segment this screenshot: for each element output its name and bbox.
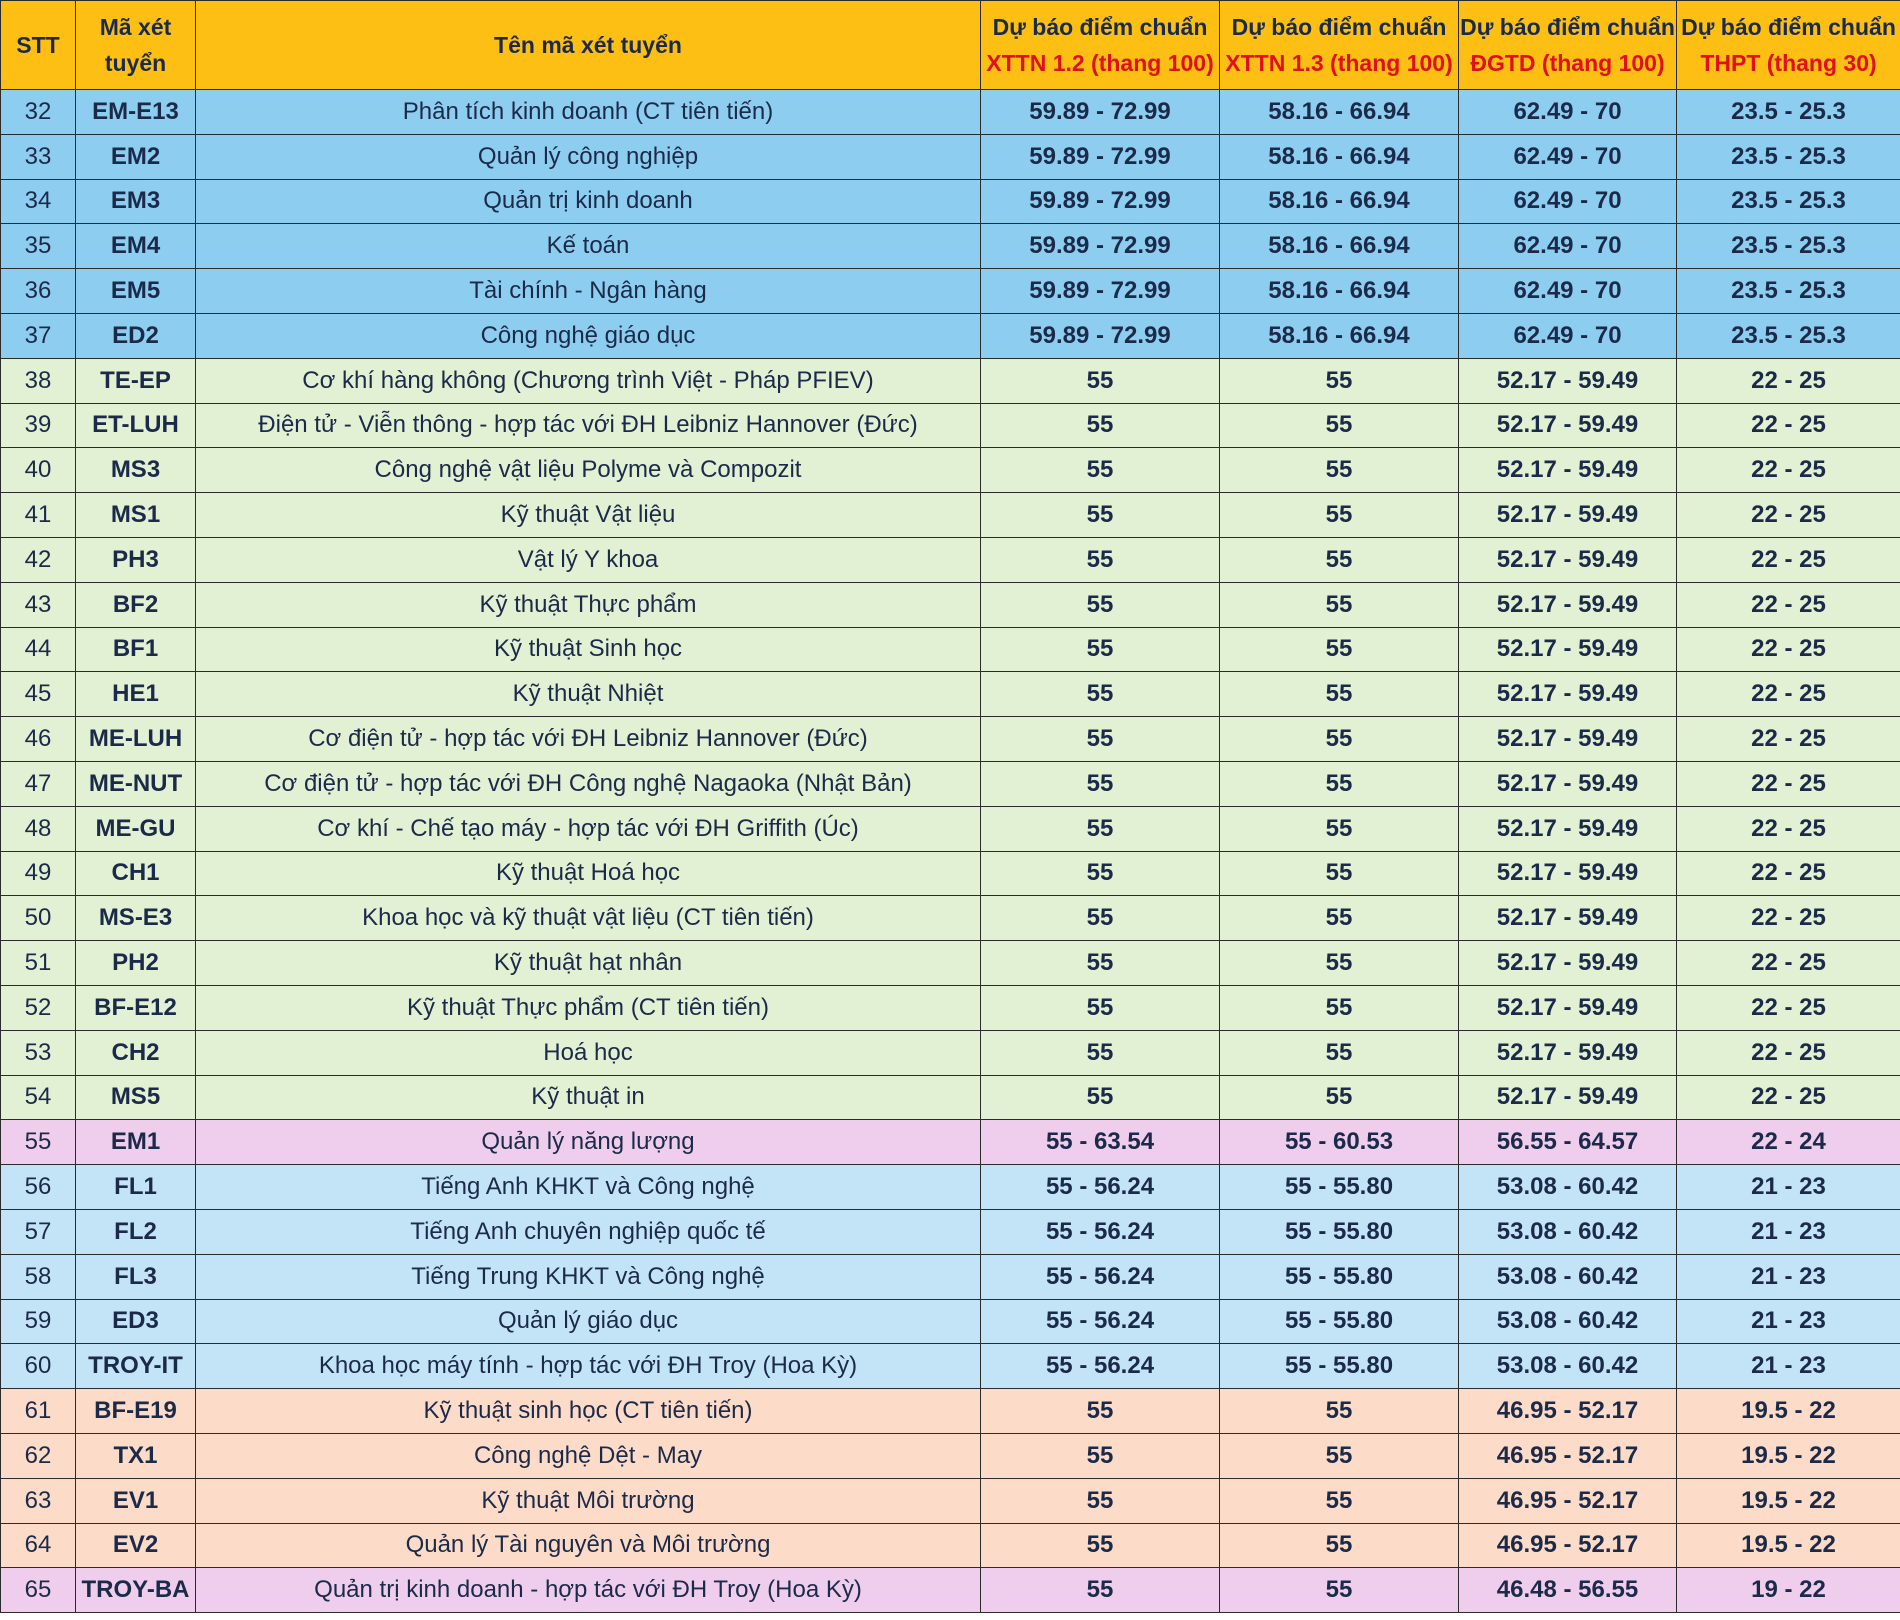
row-score-dgtd: 52.17 - 59.49	[1459, 582, 1677, 627]
row-score-dgtd: 53.08 - 60.42	[1459, 1209, 1677, 1254]
row-score-xttn12: 55	[981, 537, 1220, 582]
row-stt: 63	[1, 1478, 76, 1523]
row-score-xttn12: 55	[981, 717, 1220, 762]
row-name: Vật lý Y khoa	[196, 537, 981, 582]
row-code: FL1	[76, 1165, 196, 1210]
row-score-xttn13: 58.16 - 66.94	[1220, 269, 1459, 314]
row-score-thpt: 22 - 25	[1677, 493, 1900, 538]
row-score-xttn12: 55	[981, 941, 1220, 986]
row-name: Kỹ thuật Vật liệu	[196, 493, 981, 538]
row-score-xttn13: 55 - 55.80	[1220, 1299, 1459, 1344]
row-name: Cơ khí hàng không (Chương trình Việt - Pháp PFIEV)	[196, 358, 981, 403]
row-code: BF2	[76, 582, 196, 627]
row-code: HE1	[76, 672, 196, 717]
row-score-dgtd: 52.17 - 59.49	[1459, 985, 1677, 1030]
row-score-thpt: 22 - 25	[1677, 403, 1900, 448]
row-code: CH1	[76, 851, 196, 896]
row-score-thpt: 22 - 25	[1677, 985, 1900, 1030]
header-score-dgtd: Dự báo điểm chuẩn ĐGTD (thang 100)	[1459, 1, 1677, 90]
row-name: Phân tích kinh doanh (CT tiên tiến)	[196, 90, 981, 135]
row-name: Khoa học và kỹ thuật vật liệu (CT tiên tiến)	[196, 896, 981, 941]
row-score-dgtd: 52.17 - 59.49	[1459, 717, 1677, 762]
row-stt: 62	[1, 1433, 76, 1478]
row-score-thpt: 21 - 23	[1677, 1254, 1900, 1299]
row-name: Kỹ thuật Môi trường	[196, 1478, 981, 1523]
row-stt: 53	[1, 1030, 76, 1075]
row-score-thpt: 22 - 25	[1677, 537, 1900, 582]
row-score-dgtd: 62.49 - 70	[1459, 90, 1677, 135]
row-score-xttn12: 55	[981, 672, 1220, 717]
row-stt: 64	[1, 1523, 76, 1568]
row-name: Công nghệ Dệt - May	[196, 1433, 981, 1478]
header-stt: STT	[1, 1, 76, 90]
row-name: Quản lý công nghiệp	[196, 134, 981, 179]
row-score-dgtd: 46.95 - 52.17	[1459, 1478, 1677, 1523]
row-stt: 35	[1, 224, 76, 269]
row-code: PH3	[76, 537, 196, 582]
row-score-xttn13: 55	[1220, 941, 1459, 986]
row-score-thpt: 23.5 - 25.3	[1677, 313, 1900, 358]
row-score-xttn12: 59.89 - 72.99	[981, 134, 1220, 179]
row-score-thpt: 23.5 - 25.3	[1677, 224, 1900, 269]
row-code: ED2	[76, 313, 196, 358]
table-row	[1, 806, 1900, 851]
table-row	[1, 1120, 1900, 1165]
table-row	[1, 224, 1900, 269]
row-score-thpt: 22 - 25	[1677, 358, 1900, 403]
row-code: PH2	[76, 941, 196, 986]
row-stt: 56	[1, 1165, 76, 1210]
row-score-dgtd: 62.49 - 70	[1459, 269, 1677, 314]
row-score-xttn12: 55	[981, 1433, 1220, 1478]
row-score-xttn13: 55	[1220, 358, 1459, 403]
row-code: EM1	[76, 1120, 196, 1165]
row-code: CH2	[76, 1030, 196, 1075]
row-score-dgtd: 52.17 - 59.49	[1459, 1075, 1677, 1120]
row-name: Quản lý giáo dục	[196, 1299, 981, 1344]
row-score-dgtd: 52.17 - 59.49	[1459, 851, 1677, 896]
table-row	[1, 627, 1900, 672]
row-code: EM2	[76, 134, 196, 179]
row-score-xttn12: 55	[981, 448, 1220, 493]
table-row	[1, 358, 1900, 403]
row-stt: 46	[1, 717, 76, 762]
row-code: ED3	[76, 1299, 196, 1344]
row-score-dgtd: 62.49 - 70	[1459, 179, 1677, 224]
row-code: BF1	[76, 627, 196, 672]
row-stt: 65	[1, 1568, 76, 1613]
row-score-xttn13: 55	[1220, 1389, 1459, 1434]
row-score-thpt: 19.5 - 22	[1677, 1389, 1900, 1434]
row-score-thpt: 22 - 24	[1677, 1120, 1900, 1165]
header-row	[1, 1, 1900, 90]
row-score-xttn12: 59.89 - 72.99	[981, 224, 1220, 269]
row-code: EV1	[76, 1478, 196, 1523]
row-score-dgtd: 52.17 - 59.49	[1459, 806, 1677, 851]
row-stt: 54	[1, 1075, 76, 1120]
row-score-xttn13: 55	[1220, 851, 1459, 896]
row-score-thpt: 21 - 23	[1677, 1299, 1900, 1344]
row-score-thpt: 22 - 25	[1677, 896, 1900, 941]
row-score-thpt: 22 - 25	[1677, 672, 1900, 717]
row-score-thpt: 22 - 25	[1677, 761, 1900, 806]
row-score-dgtd: 46.95 - 52.17	[1459, 1523, 1677, 1568]
row-name: Cơ điện tử - hợp tác với ĐH Leibniz Hannover (Đức)	[196, 717, 981, 762]
table-row	[1, 403, 1900, 448]
row-score-dgtd: 53.08 - 60.42	[1459, 1299, 1677, 1344]
header-score-xttn12: Dự báo điểm chuẩn XTTN 1.2 (thang 100)	[981, 1, 1220, 90]
row-score-xttn12: 55	[981, 1568, 1220, 1613]
row-score-thpt: 23.5 - 25.3	[1677, 134, 1900, 179]
table-row	[1, 761, 1900, 806]
row-name: Quản trị kinh doanh - hợp tác với ĐH Troy (Hoa Kỳ)	[196, 1568, 981, 1613]
table-row	[1, 134, 1900, 179]
row-stt: 40	[1, 448, 76, 493]
row-stt: 58	[1, 1254, 76, 1299]
row-score-xttn12: 55	[981, 493, 1220, 538]
row-score-xttn13: 55	[1220, 1523, 1459, 1568]
row-score-dgtd: 52.17 - 59.49	[1459, 761, 1677, 806]
row-score-xttn13: 55	[1220, 448, 1459, 493]
row-score-xttn12: 59.89 - 72.99	[981, 90, 1220, 135]
row-score-xttn12: 55 - 56.24	[981, 1344, 1220, 1389]
row-score-xttn13: 55	[1220, 582, 1459, 627]
row-name: Tiếng Anh KHKT và Công nghệ	[196, 1165, 981, 1210]
row-stt: 42	[1, 537, 76, 582]
row-score-xttn12: 59.89 - 72.99	[981, 313, 1220, 358]
row-score-xttn12: 55	[981, 1030, 1220, 1075]
row-name: Kỹ thuật hạt nhân	[196, 941, 981, 986]
row-score-xttn13: 55 - 55.80	[1220, 1344, 1459, 1389]
row-stt: 61	[1, 1389, 76, 1434]
table-row	[1, 269, 1900, 314]
row-stt: 41	[1, 493, 76, 538]
row-stt: 57	[1, 1209, 76, 1254]
row-code: BF-E12	[76, 985, 196, 1030]
row-score-xttn13: 55	[1220, 717, 1459, 762]
row-score-thpt: 22 - 25	[1677, 717, 1900, 762]
row-score-xttn13: 58.16 - 66.94	[1220, 224, 1459, 269]
row-score-xttn13: 55	[1220, 985, 1459, 1030]
row-stt: 51	[1, 941, 76, 986]
row-score-thpt: 19.5 - 22	[1677, 1433, 1900, 1478]
row-score-dgtd: 62.49 - 70	[1459, 134, 1677, 179]
row-score-thpt: 23.5 - 25.3	[1677, 90, 1900, 135]
row-score-xttn13: 55	[1220, 537, 1459, 582]
row-score-xttn12: 59.89 - 72.99	[981, 179, 1220, 224]
row-score-xttn13: 55	[1220, 1568, 1459, 1613]
row-score-xttn13: 55 - 55.80	[1220, 1254, 1459, 1299]
row-score-xttn12: 55	[981, 627, 1220, 672]
table-row	[1, 985, 1900, 1030]
row-score-dgtd: 56.55 - 64.57	[1459, 1120, 1677, 1165]
row-code: EM4	[76, 224, 196, 269]
row-score-xttn12: 59.89 - 72.99	[981, 269, 1220, 314]
row-code: ME-LUH	[76, 717, 196, 762]
row-name: Kỹ thuật in	[196, 1075, 981, 1120]
table-row	[1, 1344, 1900, 1389]
row-score-xttn12: 55	[981, 851, 1220, 896]
row-score-dgtd: 46.95 - 52.17	[1459, 1389, 1677, 1434]
row-code: ME-GU	[76, 806, 196, 851]
table-row	[1, 896, 1900, 941]
row-score-thpt: 22 - 25	[1677, 806, 1900, 851]
table-row	[1, 1165, 1900, 1210]
row-score-thpt: 23.5 - 25.3	[1677, 179, 1900, 224]
row-score-xttn12: 55	[981, 403, 1220, 448]
row-score-xttn12: 55	[981, 761, 1220, 806]
row-name: Công nghệ vật liệu Polyme và Compozit	[196, 448, 981, 493]
row-score-thpt: 21 - 23	[1677, 1165, 1900, 1210]
row-score-xttn12: 55	[981, 1478, 1220, 1523]
row-score-thpt: 21 - 23	[1677, 1209, 1900, 1254]
table-body	[1, 90, 1900, 1613]
row-score-xttn13: 55 - 60.53	[1220, 1120, 1459, 1165]
row-code: EM5	[76, 269, 196, 314]
row-stt: 38	[1, 358, 76, 403]
row-stt: 33	[1, 134, 76, 179]
row-name: Kỹ thuật Hoá học	[196, 851, 981, 896]
row-score-xttn13: 58.16 - 66.94	[1220, 313, 1459, 358]
row-code: TROY-BA	[76, 1568, 196, 1613]
row-stt: 39	[1, 403, 76, 448]
header-name: Tên mã xét tuyển	[196, 1, 981, 90]
row-code: TE-EP	[76, 358, 196, 403]
table-row	[1, 672, 1900, 717]
table-row	[1, 313, 1900, 358]
row-code: EV2	[76, 1523, 196, 1568]
row-code: EM3	[76, 179, 196, 224]
row-stt: 48	[1, 806, 76, 851]
row-name: Kỹ thuật Thực phẩm	[196, 582, 981, 627]
row-score-xttn12: 55 - 56.24	[981, 1209, 1220, 1254]
header-code: Mã xét tuyển	[76, 1, 196, 90]
table-row	[1, 448, 1900, 493]
row-score-dgtd: 53.08 - 60.42	[1459, 1165, 1677, 1210]
row-stt: 44	[1, 627, 76, 672]
row-score-thpt: 22 - 25	[1677, 1030, 1900, 1075]
row-score-dgtd: 52.17 - 59.49	[1459, 493, 1677, 538]
row-score-xttn12: 55	[981, 582, 1220, 627]
row-score-dgtd: 52.17 - 59.49	[1459, 1030, 1677, 1075]
row-score-dgtd: 52.17 - 59.49	[1459, 403, 1677, 448]
row-name: Kỹ thuật Nhiệt	[196, 672, 981, 717]
row-name: Tài chính - Ngân hàng	[196, 269, 981, 314]
row-code: BF-E19	[76, 1389, 196, 1434]
row-score-dgtd: 46.95 - 52.17	[1459, 1433, 1677, 1478]
table-row	[1, 1478, 1900, 1523]
row-score-xttn13: 55	[1220, 896, 1459, 941]
table-row	[1, 1299, 1900, 1344]
row-code: FL3	[76, 1254, 196, 1299]
row-score-dgtd: 52.17 - 59.49	[1459, 941, 1677, 986]
row-score-xttn13: 55	[1220, 672, 1459, 717]
row-name: Kế toán	[196, 224, 981, 269]
row-name: Quản trị kinh doanh	[196, 179, 981, 224]
row-score-thpt: 22 - 25	[1677, 627, 1900, 672]
row-score-thpt: 21 - 23	[1677, 1344, 1900, 1389]
row-score-xttn12: 55	[981, 1389, 1220, 1434]
row-score-xttn13: 55	[1220, 1433, 1459, 1478]
row-code: EM-E13	[76, 90, 196, 135]
row-score-dgtd: 52.17 - 59.49	[1459, 537, 1677, 582]
table-row	[1, 717, 1900, 762]
row-name: Quản lý năng lượng	[196, 1120, 981, 1165]
table-row	[1, 1209, 1900, 1254]
row-score-thpt: 19.5 - 22	[1677, 1478, 1900, 1523]
row-score-xttn13: 58.16 - 66.94	[1220, 134, 1459, 179]
row-stt: 45	[1, 672, 76, 717]
table-row	[1, 1433, 1900, 1478]
row-name: Khoa học máy tính - hợp tác với ĐH Troy (Hoa Kỳ)	[196, 1344, 981, 1389]
row-score-dgtd: 46.48 - 56.55	[1459, 1568, 1677, 1613]
row-score-xttn12: 55 - 56.24	[981, 1299, 1220, 1344]
row-score-dgtd: 52.17 - 59.49	[1459, 627, 1677, 672]
row-score-xttn12: 55 - 56.24	[981, 1254, 1220, 1299]
table-header	[1, 1, 1900, 90]
table-row	[1, 941, 1900, 986]
table-row	[1, 537, 1900, 582]
row-code: TX1	[76, 1433, 196, 1478]
row-name: Kỹ thuật Sinh học	[196, 627, 981, 672]
row-score-xttn13: 55 - 55.80	[1220, 1165, 1459, 1210]
row-score-dgtd: 52.17 - 59.49	[1459, 672, 1677, 717]
row-name: Tiếng Anh chuyên nghiệp quốc tế	[196, 1209, 981, 1254]
row-score-xttn13: 55	[1220, 1478, 1459, 1523]
table-row	[1, 1254, 1900, 1299]
row-stt: 49	[1, 851, 76, 896]
row-score-xttn12: 55 - 56.24	[981, 1165, 1220, 1210]
table-row	[1, 493, 1900, 538]
table-row	[1, 90, 1900, 135]
row-code: FL2	[76, 1209, 196, 1254]
row-code: ME-NUT	[76, 761, 196, 806]
row-stt: 50	[1, 896, 76, 941]
row-stt: 60	[1, 1344, 76, 1389]
row-score-xttn13: 55	[1220, 761, 1459, 806]
table-row	[1, 851, 1900, 896]
row-score-xttn13: 58.16 - 66.94	[1220, 179, 1459, 224]
row-name: Công nghệ giáo dục	[196, 313, 981, 358]
row-name: Kỹ thuật Thực phẩm (CT tiên tiến)	[196, 985, 981, 1030]
row-stt: 36	[1, 269, 76, 314]
row-score-xttn12: 55	[981, 896, 1220, 941]
row-code: MS5	[76, 1075, 196, 1120]
row-code: MS-E3	[76, 896, 196, 941]
row-score-thpt: 22 - 25	[1677, 448, 1900, 493]
row-score-thpt: 22 - 25	[1677, 1075, 1900, 1120]
header-score-thpt: Dự báo điểm chuẩn THPT (thang 30)	[1677, 1, 1900, 90]
row-code: MS1	[76, 493, 196, 538]
row-score-thpt: 22 - 25	[1677, 941, 1900, 986]
row-score-xttn13: 55	[1220, 403, 1459, 448]
row-score-dgtd: 62.49 - 70	[1459, 313, 1677, 358]
row-score-dgtd: 53.08 - 60.42	[1459, 1254, 1677, 1299]
table-row	[1, 1030, 1900, 1075]
row-code: ET-LUH	[76, 403, 196, 448]
row-score-thpt: 22 - 25	[1677, 582, 1900, 627]
table-row	[1, 582, 1900, 627]
row-stt: 55	[1, 1120, 76, 1165]
row-score-xttn13: 55	[1220, 806, 1459, 851]
row-score-xttn12: 55	[981, 806, 1220, 851]
row-score-thpt: 23.5 - 25.3	[1677, 269, 1900, 314]
row-name: Cơ điện tử - hợp tác với ĐH Công nghệ Nagaoka (Nhật Bản)	[196, 761, 981, 806]
row-score-xttn13: 55 - 55.80	[1220, 1209, 1459, 1254]
row-score-xttn13: 55	[1220, 627, 1459, 672]
row-score-dgtd: 53.08 - 60.42	[1459, 1344, 1677, 1389]
row-score-xttn12: 55 - 63.54	[981, 1120, 1220, 1165]
row-score-xttn13: 58.16 - 66.94	[1220, 90, 1459, 135]
table-row	[1, 179, 1900, 224]
row-code: MS3	[76, 448, 196, 493]
row-name: Điện tử - Viễn thông - hợp tác với ĐH Leibniz Hannover (Đức)	[196, 403, 981, 448]
table-row	[1, 1075, 1900, 1120]
row-stt: 47	[1, 761, 76, 806]
row-stt: 43	[1, 582, 76, 627]
row-score-dgtd: 52.17 - 59.49	[1459, 448, 1677, 493]
row-score-xttn12: 55	[981, 985, 1220, 1030]
row-stt: 37	[1, 313, 76, 358]
row-score-dgtd: 62.49 - 70	[1459, 224, 1677, 269]
row-stt: 34	[1, 179, 76, 224]
row-stt: 32	[1, 90, 76, 135]
row-score-xttn12: 55	[981, 358, 1220, 403]
row-name: Quản lý Tài nguyên và Môi trường	[196, 1523, 981, 1568]
header-score-xttn13: Dự báo điểm chuẩn XTTN 1.3 (thang 100)	[1220, 1, 1459, 90]
row-score-thpt: 19.5 - 22	[1677, 1523, 1900, 1568]
row-name: Tiếng Trung KHKT và Công nghệ	[196, 1254, 981, 1299]
row-score-dgtd: 52.17 - 59.49	[1459, 896, 1677, 941]
row-score-xttn13: 55	[1220, 493, 1459, 538]
table-row	[1, 1568, 1900, 1613]
row-score-xttn12: 55	[981, 1075, 1220, 1120]
row-score-xttn13: 55	[1220, 1075, 1459, 1120]
row-score-thpt: 19 - 22	[1677, 1568, 1900, 1613]
row-name: Cơ khí - Chế tạo máy - hợp tác với ĐH Griffith (Úc)	[196, 806, 981, 851]
row-score-dgtd: 52.17 - 59.49	[1459, 358, 1677, 403]
row-stt: 59	[1, 1299, 76, 1344]
row-score-xttn13: 55	[1220, 1030, 1459, 1075]
table-row	[1, 1523, 1900, 1568]
row-name: Hoá học	[196, 1030, 981, 1075]
row-score-thpt: 22 - 25	[1677, 851, 1900, 896]
row-stt: 52	[1, 985, 76, 1030]
table-row	[1, 1389, 1900, 1434]
row-name: Kỹ thuật sinh học (CT tiên tiến)	[196, 1389, 981, 1434]
row-score-xttn12: 55	[981, 1523, 1220, 1568]
row-code: TROY-IT	[76, 1344, 196, 1389]
